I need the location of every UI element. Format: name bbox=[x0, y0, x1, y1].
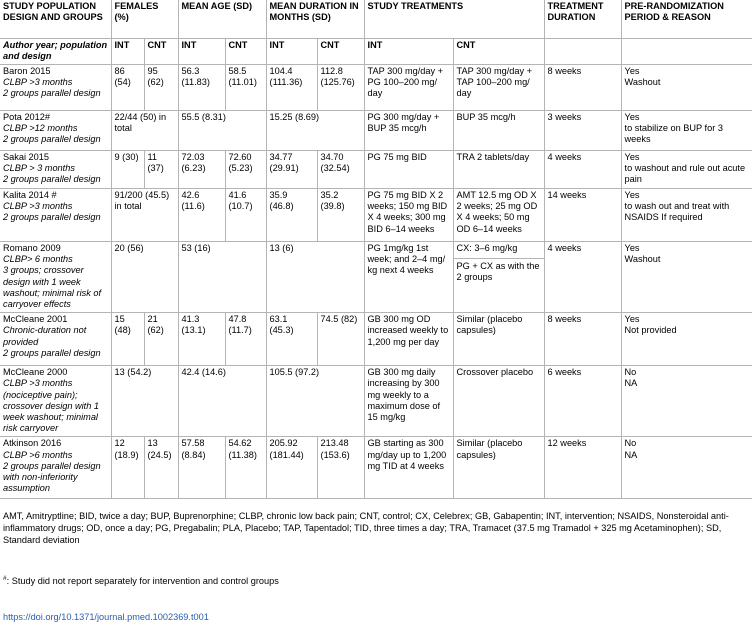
table-row bbox=[0, 241, 752, 312]
treatment-cnt: Similar (placebo capsules) bbox=[453, 437, 544, 499]
treatment-duration: 6 weeks bbox=[544, 366, 621, 437]
subheader-treatment-int: INT bbox=[364, 38, 453, 64]
females-cnt: 21 (62) bbox=[144, 313, 178, 366]
females-total: 20 (56) bbox=[111, 241, 178, 312]
females-total: 22/44 (50) in total bbox=[111, 110, 178, 150]
age-cnt: 58.5 (11.01) bbox=[225, 64, 266, 110]
females-int: 9 (30) bbox=[111, 150, 144, 188]
treatment-duration: 4 weeks bbox=[544, 241, 621, 312]
duration-int: 35.9 (46.8) bbox=[266, 188, 317, 241]
table-row bbox=[0, 366, 752, 437]
subheader-age-cnt: CNT bbox=[225, 38, 266, 64]
header-females: FEMALES (%) bbox=[111, 0, 178, 38]
age-int: 72.03 (6.23) bbox=[178, 150, 225, 188]
subheader-females-cnt: CNT bbox=[144, 38, 178, 64]
table-row bbox=[0, 437, 752, 499]
header-row bbox=[0, 0, 752, 38]
treatment-duration: 3 weeks bbox=[544, 110, 621, 150]
age-total: 42.4 (14.6) bbox=[178, 366, 266, 437]
subheader-treatment-cnt: CNT bbox=[453, 38, 544, 64]
treatment-int: PG 75 mg BID bbox=[364, 150, 453, 188]
females-cnt: 13 (24.5) bbox=[144, 437, 178, 499]
header-duration: MEAN DURATION IN MONTHS (SD) bbox=[266, 0, 364, 38]
duration-int: 63.1 (45.3) bbox=[266, 313, 317, 366]
study-cell: Kalita 2014 # CLBP >3 months 2 groups parallel design bbox=[0, 188, 111, 241]
subheader-empty-duration bbox=[544, 38, 621, 64]
duration-total: 105.5 (97.2) bbox=[266, 366, 364, 437]
age-int: 57.58 (8.84) bbox=[178, 437, 225, 499]
treatment-cnt: Similar (placebo capsules) bbox=[453, 313, 544, 366]
prerand-cell: Yes Not provided bbox=[621, 313, 752, 366]
treatment-duration: 12 weeks bbox=[544, 437, 621, 499]
subheader-empty-prerand bbox=[621, 38, 752, 64]
prerand-cell: Yes to wash out and treat with NSAIDS If required bbox=[621, 188, 752, 241]
duration-cnt: 213.48 (153.6) bbox=[317, 437, 364, 499]
duration-int: 205.92 (181.44) bbox=[266, 437, 317, 499]
age-total: 53 (16) bbox=[178, 241, 266, 312]
header-population: STUDY POPULATION DESIGN AND GROUPS bbox=[3, 1, 103, 23]
subheader-population: Author year; population and design bbox=[0, 38, 111, 64]
header-age: MEAN AGE (SD) bbox=[178, 0, 266, 38]
duration-total: 15.25 (8.69) bbox=[266, 110, 364, 150]
study-cell: Pota 2012# CLBP >12 months 2 groups parallel design bbox=[0, 110, 111, 150]
table-row bbox=[0, 110, 752, 150]
age-int: 41.3 (13.1) bbox=[178, 313, 225, 366]
age-cnt: 54.62 (11.38) bbox=[225, 437, 266, 499]
hash-footnote bbox=[3, 573, 279, 587]
treatment-cnt-combined: PG + CX as with the 2 groups bbox=[454, 258, 544, 283]
doi-link[interactable]: https://doi.org/10.1371/journal.pmed.1002369.t001 bbox=[3, 612, 209, 622]
females-cnt: 11 (37) bbox=[144, 150, 178, 188]
table-row bbox=[0, 150, 752, 188]
subheader-duration-int: INT bbox=[266, 38, 317, 64]
treatment-int: TAP 300 mg/day + PG 100–200 mg/ day bbox=[364, 64, 453, 110]
treatment-int: GB starting as 300 mg/day up to 1,200 mg TID at 4 weeks bbox=[364, 437, 453, 499]
treatment-cnt: BUP 35 mcg/h bbox=[453, 110, 544, 150]
table-row bbox=[0, 64, 752, 110]
age-int: 42.6 (11.6) bbox=[178, 188, 225, 241]
subheader-age-int: INT bbox=[178, 38, 225, 64]
prerand-cell: No NA bbox=[621, 366, 752, 437]
age-cnt: 47.8 (11.7) bbox=[225, 313, 266, 366]
treatment-cnt: AMT 12.5 mg OD X 2 weeks; 25 mg OD X 4 weeks; 50 mg OD 6–14 weeks bbox=[453, 188, 544, 241]
prerand-cell: Yes to washout and rule out acute pain bbox=[621, 150, 752, 188]
females-total: 91/200 (45.5) in total bbox=[111, 188, 178, 241]
hash-symbol: # bbox=[3, 575, 7, 582]
duration-cnt: 74.5 (82) bbox=[317, 313, 364, 366]
prerand-cell: Yes Washout bbox=[621, 64, 752, 110]
study-cell: Atkinson 2016 CLBP >6 months 2 groups parallel design with non-inferiority assumption bbox=[0, 437, 111, 499]
age-int: 56.3 (11.83) bbox=[178, 64, 225, 110]
header-prerand: PRE-RANDOMIZATION PERIOD & REASON bbox=[621, 0, 752, 38]
prerand-cell: No NA bbox=[621, 437, 752, 499]
hash-note: : Study did not report separately for intervention and control groups bbox=[6, 576, 279, 587]
subheader-duration-cnt: CNT bbox=[317, 38, 364, 64]
treatment-cnt: CX: 3–6 mg/kg PG + CX as with the 2 groups bbox=[453, 241, 544, 312]
treatment-int: PG 300 mg/day + BUP 35 mcg/h bbox=[364, 110, 453, 150]
header-treatments: STUDY TREATMENTS bbox=[364, 0, 544, 38]
subheader-row bbox=[0, 38, 752, 64]
table-row bbox=[0, 313, 752, 366]
duration-int: 34.77 (29.91) bbox=[266, 150, 317, 188]
duration-total: 13 (6) bbox=[266, 241, 364, 312]
duration-cnt: 112.8 (125.76) bbox=[317, 64, 364, 110]
treatment-duration: 8 weeks bbox=[544, 64, 621, 110]
treatment-int: GB 300 mg daily increasing by 300 mg weekly to a maximum dose of 15 mg/kg bbox=[364, 366, 453, 437]
age-total: 55.5 (8.31) bbox=[178, 110, 266, 150]
table-row bbox=[0, 188, 752, 241]
study-cell: McCleane 2000 CLBP >3 months (nociceptive pain); crossover design with 1 week washout; minimal risk carryover bbox=[0, 366, 111, 437]
treatment-duration: 14 weeks bbox=[544, 188, 621, 241]
study-cell: Romano 2009 CLBP> 6 months 3 groups; crossover design with 1 week washout; minimal risk of carryover effects bbox=[0, 241, 111, 312]
duration-cnt: 34.70 (32.54) bbox=[317, 150, 364, 188]
prerand-cell: Yes to stabilize on BUP for 3 weeks bbox=[621, 110, 752, 150]
abbreviations-footnote: AMT, Amitryptline; BID, twice a day; BUP, Buprenorphine; CLBP, chronic low back pain; CNT, control; CX, Celebrex; GB, Gabapentin; INT, intervention; NSAIDS, Nonsteroidal anti-inflammatory drugs; OD, once a day; PG, Pregabalin; PLA, Placebo; TAP, Tapentadol; TID, three times a day; TRA, Tramacet (37.5 mg Tramadol + 325 mg Acetaminophen); SD, Standard deviation bbox=[3, 511, 729, 545]
treatment-cnt: TRA 2 tablets/day bbox=[453, 150, 544, 188]
treatment-cnt: Crossover placebo bbox=[453, 366, 544, 437]
study-cell: McCleane 2001 Chronic-duration not provided 2 groups parallel design bbox=[0, 313, 111, 366]
females-total: 13 (54.2) bbox=[111, 366, 178, 437]
treatment-cnt: TAP 300 mg/day + TAP 100–200 mg/ day bbox=[453, 64, 544, 110]
females-int: 15 (48) bbox=[111, 313, 144, 366]
females-int: 12 (18.9) bbox=[111, 437, 144, 499]
females-cnt: 95 (62) bbox=[144, 64, 178, 110]
header-treatment-duration: TREATMENT DURATION bbox=[544, 0, 621, 38]
study-cell: Sakai 2015 CLBP > 3 months 2 groups parallel design bbox=[0, 150, 111, 188]
females-int: 86 (54) bbox=[111, 64, 144, 110]
treatment-duration: 4 weeks bbox=[544, 150, 621, 188]
treatment-duration: 8 weeks bbox=[544, 313, 621, 366]
treatment-int: PG 1mg/kg 1st week; and 2–4 mg/ kg next 4 weeks bbox=[364, 241, 453, 312]
treatment-int: PG 75 mg BID X 2 weeks; 150 mg BID X 4 weeks; 300 mg BID 6–14 weeks bbox=[364, 188, 453, 241]
age-cnt: 41.6 (10.7) bbox=[225, 188, 266, 241]
subheader-females-int: INT bbox=[111, 38, 144, 64]
duration-int: 104.4 (111.36) bbox=[266, 64, 317, 110]
duration-cnt: 35.2 (39.8) bbox=[317, 188, 364, 241]
study-cell: Baron 2015 CLBP >3 months 2 groups parallel design bbox=[0, 64, 111, 110]
treatment-int: GB 300 mg OD increased weekly to 1,200 mg per day bbox=[364, 313, 453, 366]
age-cnt: 72.60 (5.23) bbox=[225, 150, 266, 188]
prerand-cell: Yes Washout bbox=[621, 241, 752, 312]
